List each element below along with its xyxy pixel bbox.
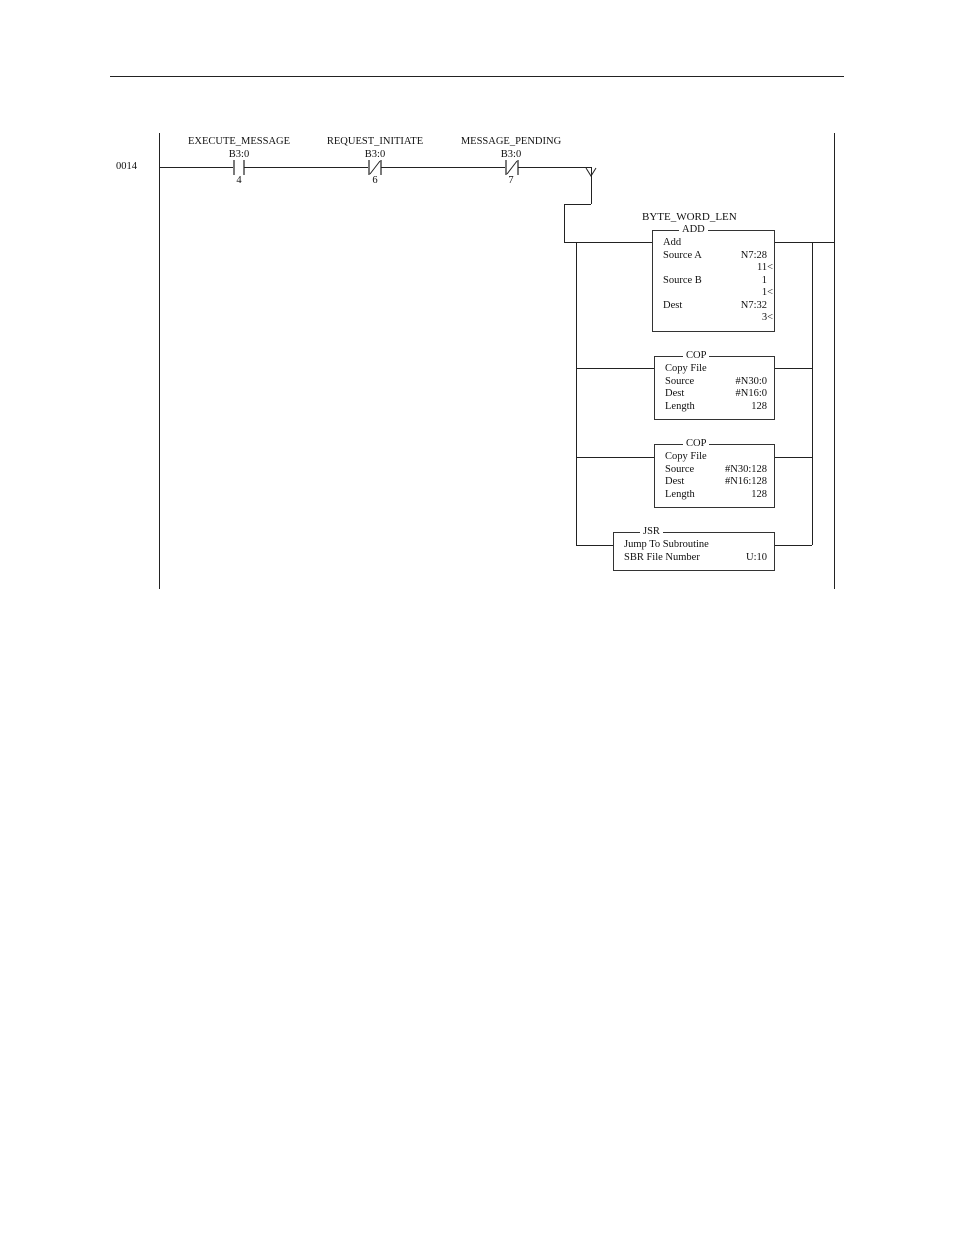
branch-wire (774, 545, 812, 546)
source-b-value: 1< (761, 287, 773, 298)
dest-address: N7:32 (740, 300, 767, 311)
branch-output-wire (774, 242, 834, 243)
branch-wire (774, 457, 812, 458)
contact-bit: 7 (508, 175, 514, 186)
rung-wire (381, 167, 505, 168)
contact-address: B3:0 (364, 149, 386, 160)
page-header-rule (110, 76, 844, 77)
cop-source-label: Source (665, 464, 695, 475)
branch-wire (576, 368, 654, 369)
contact-tag: REQUEST_INITIATE (326, 136, 424, 147)
jsr-block-description: Jump To Subroutine (624, 539, 709, 550)
cop-dest-label: Dest (665, 476, 685, 487)
cop-block-description: Copy File (665, 363, 707, 374)
rung-wire (159, 167, 233, 168)
normally-closed-contact-icon[interactable] (368, 160, 382, 175)
rung-wire (564, 242, 652, 243)
contact-bit: 6 (372, 175, 378, 186)
source-b-address: 1 (761, 275, 767, 286)
add-instruction-block[interactable] (652, 224, 775, 332)
cop-source-label: Source (665, 376, 695, 387)
source-a-label: Source A (663, 250, 702, 261)
add-block-title: ADD (679, 224, 708, 236)
cop-source-value: #N30:0 (735, 376, 767, 387)
cop-block-title: COP (683, 350, 709, 362)
dest-value: 3< (761, 312, 773, 323)
left-power-rail (159, 133, 160, 589)
rung-wrap-arrow-icon (585, 167, 597, 177)
contact-bit: 4 (236, 175, 242, 186)
branch-wire (576, 457, 654, 458)
cop-length-label: Length (665, 489, 695, 500)
jsr-sbr-label: SBR File Number (624, 552, 700, 563)
cop-dest-value: #N16:128 (725, 476, 767, 487)
cop-source-value: #N30:128 (725, 464, 767, 475)
rung-wire (244, 167, 368, 168)
cop-instruction-block[interactable] (654, 350, 775, 420)
add-block-tag: BYTE_WORD_LEN (642, 211, 737, 223)
rung-wire (564, 204, 591, 205)
cop-block-title: COP (683, 438, 709, 450)
branch-right-leg (812, 242, 813, 545)
contact-address: B3:0 (228, 149, 250, 160)
contact-tag: MESSAGE_PENDING (460, 136, 562, 147)
source-a-value: 11< (756, 262, 773, 273)
cop-block-description: Copy File (665, 451, 707, 462)
rung-wire (564, 204, 565, 242)
cop-length-value: 128 (751, 401, 767, 412)
normally-closed-contact-icon[interactable] (505, 160, 519, 175)
normally-open-contact-icon[interactable] (233, 160, 245, 175)
source-b-label: Source B (663, 275, 702, 286)
rung-number: 0014 (116, 161, 137, 172)
branch-wire (774, 368, 812, 369)
cop-length-label: Length (665, 401, 695, 412)
jsr-block-title: JSR (640, 526, 663, 538)
source-a-address: N7:28 (740, 250, 767, 261)
rung-wire (518, 167, 591, 168)
contact-tag: EXECUTE_MESSAGE (187, 136, 291, 147)
cop-instruction-block[interactable] (654, 438, 775, 508)
jsr-sbr-value: U:10 (746, 552, 767, 563)
add-block-description: Add (663, 237, 682, 248)
contact-address: B3:0 (500, 149, 522, 160)
jsr-instruction-block[interactable] (613, 526, 775, 571)
branch-wire (576, 545, 613, 546)
cop-dest-value: #N16:0 (735, 388, 767, 399)
dest-label: Dest (663, 300, 683, 311)
cop-length-value: 128 (751, 489, 767, 500)
right-power-rail (834, 133, 835, 589)
cop-dest-label: Dest (665, 388, 685, 399)
branch-left-leg (576, 242, 577, 545)
